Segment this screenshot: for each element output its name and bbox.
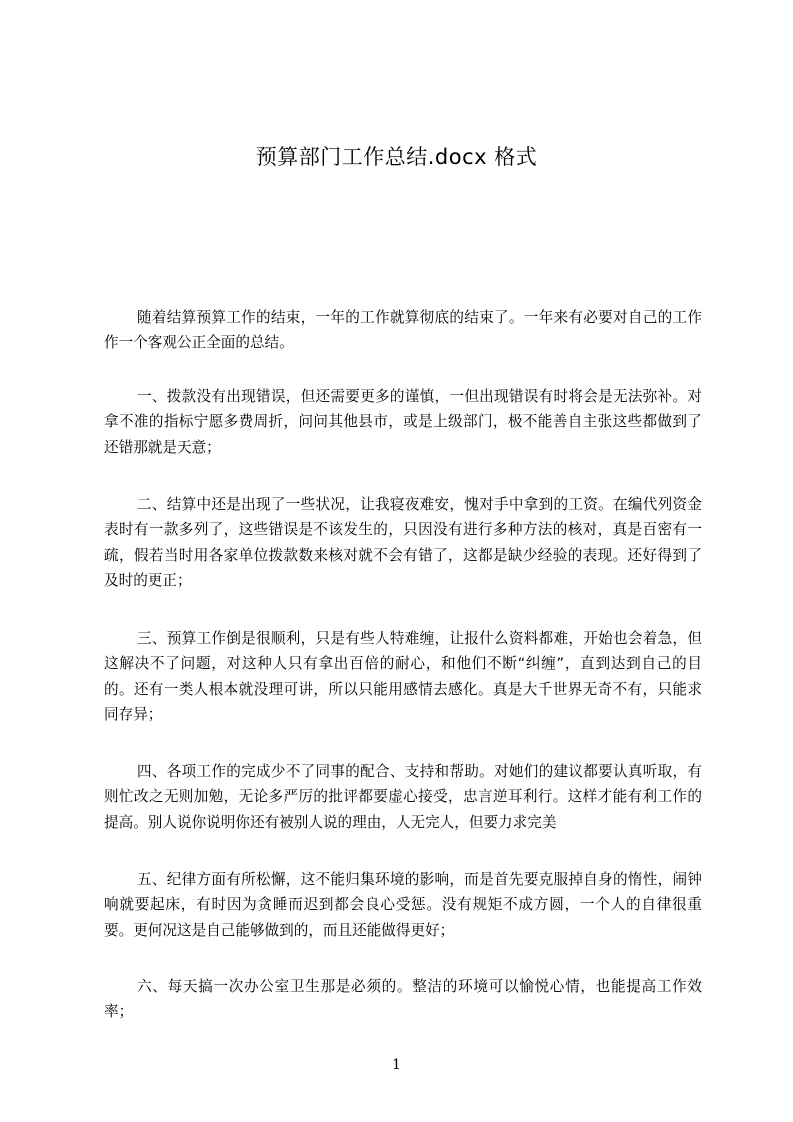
paragraph-point-3: 三、预算工作倒是很顺利，只是有些人特难缠，让报什么资料都难，开始也会着急，但这解决不了问题，对这种人只有拿出百倍的耐心，和他们不断“纠缠”，直到达到自己的目的。还有一类人根本就没理可讲，所以只能用感情去感化。真是大千世界无奇不有，只能求同存异；	[104, 629, 702, 724]
paragraph-point-2: 二、结算中还是出现了一些状况，让我寝夜难安，愧对手中拿到的工资。在编代列资金表时有一款多列了，这些错误是不该发生的，只因没有进行多种方法的核对，真是百密有一疏，假若当时用各家单位拨款数来核对就不会有错了，这都是缺少经验的表现。还好得到了及时的更正；	[104, 495, 702, 590]
paragraph-point-4: 四、各项工作的完成少不了同事的配合、支持和帮助。对她们的建议都要认真听取，有则忙改之无则加勉，无论多严厉的批评都要虚心接受，忠言逆耳利行。这样才能有利工作的提高。别人说你说明你还有被别人说的理由，人无完人，但要力求完美	[104, 762, 702, 831]
page-number: 1	[392, 1057, 401, 1073]
document-title: 预算部门工作总结.docx 格式	[255, 145, 538, 169]
paragraph-point-1: 一、拨款没有出现错误，但还需要更多的谨慎，一但出现错误有时将会是无法弥补。对拿不准的指标宁愿多费周折，问问其他县市，或是上级部门，极不能善自主张这些都做到了还错那就是天意；	[104, 387, 702, 456]
paragraph-intro: 随着结算预算工作的结束，一年的工作就算彻底的结束了。一年来有必要对自己的工作作一个客观公正全面的总结。	[104, 308, 702, 352]
paragraph-point-6: 六、每天搞一次办公室卫生那是必须的。整洁的环境可以愉悦心情，也能提高工作效率；	[104, 977, 702, 1021]
paragraph-point-5: 五、纪律方面有所松懈，这不能归集环境的影响，而是首先要克服掉自身的惰性，闹钟响就要起床，有时因为贪睡而迟到都会良心受惩。没有规矩不成方圆，一个人的自律很重要。更何况这是自己能够做到的，而且还能做得更好；	[104, 870, 702, 939]
